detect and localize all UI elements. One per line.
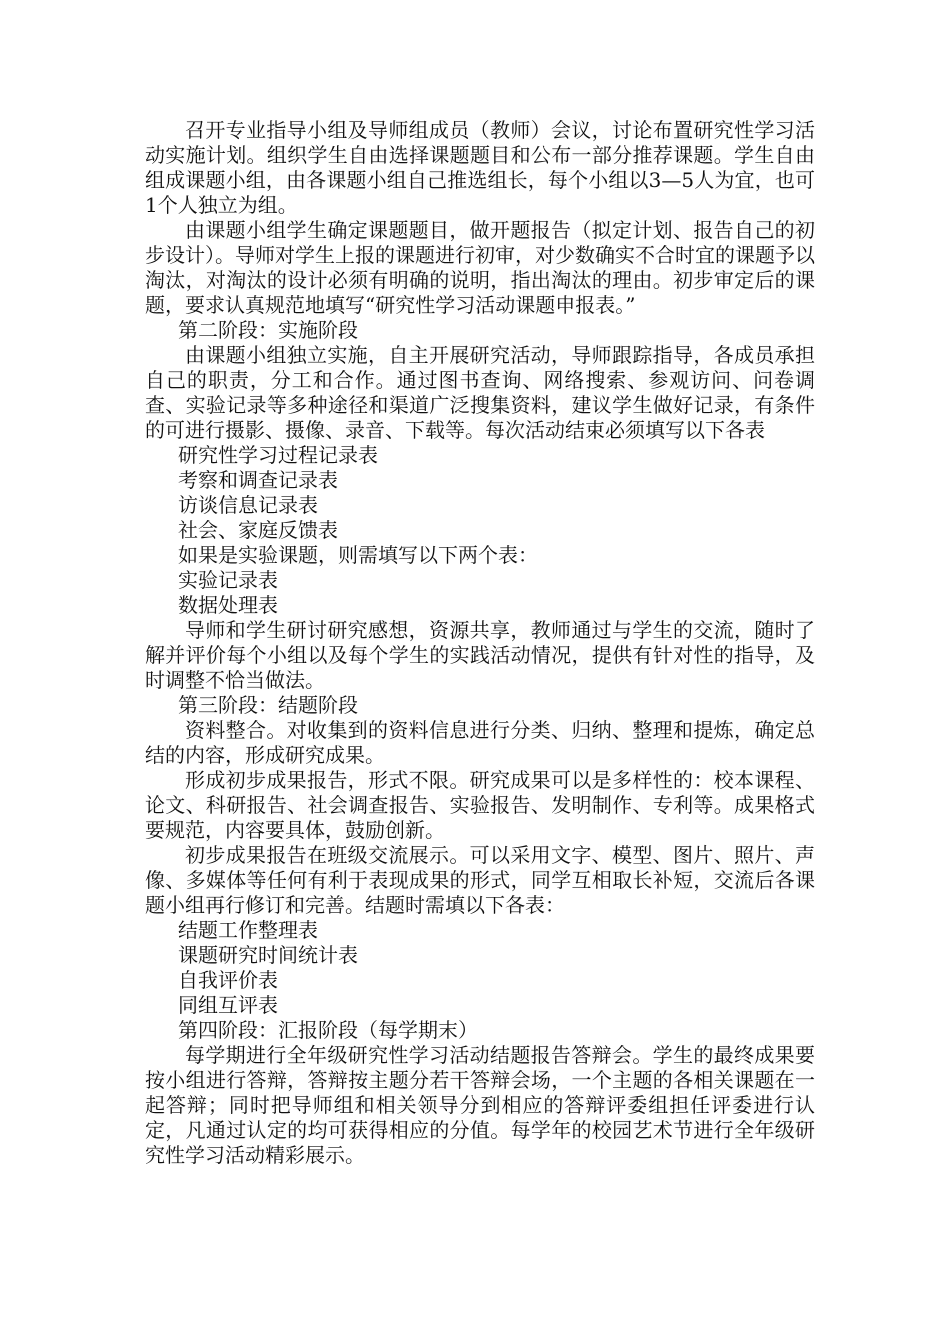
- paragraph-exhibition: 初步成果报告在班级交流展示。可以采用文字、模型、图片、照片、声像、多媒体等任何有利于表现成果的形式，同学互相取长补短，交流后各课题小组再行修订和完善。结题时需填以下各表：: [145, 843, 815, 917]
- paragraph-implementation: 由课题小组独立实施，自主开展研究活动，导师跟踪指导，各成员承担自己的职责，分工和合作。通过图书查询、网络搜索、参观访问、问卷调查、实验记录等多种途径和渠道广泛搜集资料，建议学生做好记录，有条件的可进行摄影、摄像、录音、下载等。每次活动结束必须填写以下各表: [145, 343, 815, 442]
- document-body: [145, 118, 815, 1168]
- paragraph-integration: 资料整合。对收集到的资料信息进行分类、归纳、整理和提炼，确定总结的内容，形成研究成果。: [145, 718, 815, 767]
- heading-stage-two: 第二阶段：实施阶段: [178, 318, 358, 342]
- paragraph-proposal: 由课题小组学生确定课题题目，做开题报告（拟定计划、报告自己的初步设计）。导师对学生上报的课题进行初审，对少数确实不合时宜的课题予以淘汰，对淘汰的设计必须有明确的说明，指出淘汰的理由。初步审定后的课题，要求认真规范地填写“研究性学习活动课题申报表。”: [145, 218, 815, 317]
- list-item: 同组互评表: [178, 993, 278, 1017]
- list-item: 数据处理表: [178, 593, 278, 617]
- experiment-note: 如果是实验课题，则需填写以下两个表：: [178, 543, 538, 567]
- paragraph-meeting: 召开专业指导小组及导师组成员（教师）会议，讨论布置研究性学习活动实施计划。组织学生自由选择课题题目和公布一部分推荐课题。学生自由组成课题小组，由各课题小组自己推选组长，每个小组以3—5人为宜，也可1个人独立为组。: [145, 118, 815, 217]
- list-item: 自我评价表: [178, 968, 278, 992]
- heading-stage-four: 第四阶段：汇报阶段（每学期末）: [178, 1018, 478, 1042]
- paragraph-discussion: 导师和学生研讨研究感想，资源共享，教师通过与学生的交流，随时了解并评价每个小组以及每个学生的实践活动情况，提供有针对性的指导，及时调整不恰当做法。: [145, 618, 815, 692]
- paragraph-defense: 每学期进行全年级研究性学习活动结题报告答辩会。学生的最终成果要按小组进行答辩，答辩按主题分若干答辩会场，一个主题的各相关课题在一起答辩；同时把导师组和相关领导分到相应的答辩评委组担任评委进行认定，凡通过认定的均可获得相应的分值。每学年的校园艺术节进行全年级研究性学习活动精彩展示。: [145, 1043, 815, 1167]
- list-item: 访谈信息记录表: [178, 493, 318, 517]
- list-item: 课题研究时间统计表: [178, 943, 358, 967]
- paragraph-report: 形成初步成果报告，形式不限。研究成果可以是多样性的：校本课程、论文、科研报告、社会调查报告、实验报告、发明制作、专利等。成果格式要规范，内容要具体，鼓励创新。: [145, 768, 815, 842]
- list-item: 考察和调查记录表: [178, 468, 338, 492]
- list-item: 社会、家庭反馈表: [178, 518, 338, 542]
- heading-stage-three: 第三阶段：结题阶段: [178, 693, 358, 717]
- list-item: 实验记录表: [178, 568, 278, 592]
- list-item: 结题工作整理表: [178, 918, 318, 942]
- list-item: 研究性学习过程记录表: [178, 443, 378, 467]
